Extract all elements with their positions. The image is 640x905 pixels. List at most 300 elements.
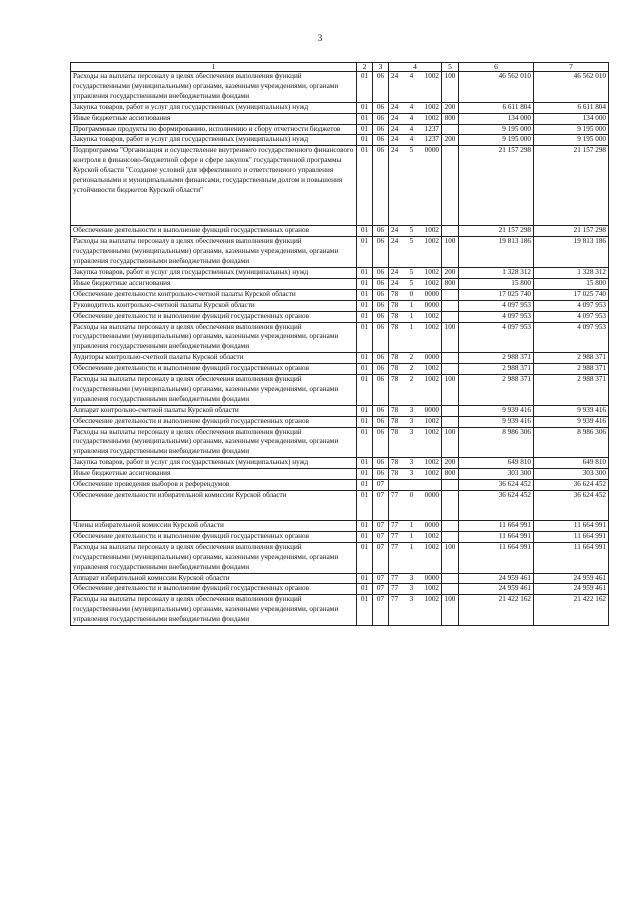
amount-col6: 36 624 452 bbox=[459, 480, 534, 491]
amount-col6: 4 097 953 bbox=[459, 300, 534, 311]
target-item-subprogram: 3 bbox=[409, 405, 414, 414]
expense-type-code bbox=[442, 416, 459, 427]
amount-col7: 4 097 953 bbox=[534, 311, 609, 322]
expense-type-code: 100 bbox=[442, 542, 459, 573]
target-item-code bbox=[389, 469, 442, 480]
amount-col7: 1 328 312 bbox=[534, 267, 609, 278]
subsection-code: 07 bbox=[373, 573, 389, 584]
section-code: 01 bbox=[357, 427, 373, 458]
expense-name: Аппарат контрольно-счетной палаты Курской области bbox=[71, 405, 357, 416]
subsection-code: 06 bbox=[373, 146, 389, 226]
amount-col7: 24 959 461 bbox=[534, 584, 609, 595]
table-row bbox=[71, 113, 609, 124]
amount-col7: 303 300 bbox=[534, 469, 609, 480]
subsection-code: 06 bbox=[373, 72, 389, 103]
section-code: 01 bbox=[357, 480, 373, 491]
amount-col6: 19 813 186 bbox=[459, 237, 534, 268]
target-item-code bbox=[389, 595, 442, 626]
target-item-code bbox=[389, 300, 442, 311]
target-item-subprogram: 1 bbox=[409, 542, 414, 551]
target-item-program: 24 bbox=[391, 237, 399, 246]
amount-col6: 6 611 804 bbox=[459, 102, 534, 113]
target-item-direction: 1002 bbox=[424, 416, 439, 425]
expense-name: Обеспечение деятельности и выполнение функций государственных органов bbox=[71, 311, 357, 322]
target-item-direction: 1002 bbox=[424, 226, 439, 235]
target-item-direction: 1002 bbox=[424, 427, 439, 436]
target-item-direction: 0000 bbox=[424, 300, 439, 309]
subsection-code: 06 bbox=[373, 458, 389, 469]
expense-type-code: 200 bbox=[442, 102, 459, 113]
target-item-code bbox=[389, 102, 442, 113]
target-item-direction: 0000 bbox=[424, 289, 439, 298]
section-code: 01 bbox=[357, 584, 373, 595]
expense-type-code bbox=[442, 311, 459, 322]
table-row bbox=[71, 226, 609, 237]
target-item-program: 78 bbox=[391, 289, 399, 298]
expense-type-code bbox=[442, 491, 459, 521]
table-row bbox=[71, 416, 609, 427]
target-item-subprogram: 1 bbox=[409, 531, 414, 540]
table-row bbox=[71, 300, 609, 311]
subsection-code: 07 bbox=[373, 584, 389, 595]
amount-col7: 46 562 010 bbox=[534, 72, 609, 103]
amount-col6: 11 664 991 bbox=[459, 542, 534, 573]
subsection-code: 06 bbox=[373, 237, 389, 268]
table-row bbox=[71, 480, 609, 491]
target-item-program: 78 bbox=[391, 458, 399, 467]
target-item-direction: 0000 bbox=[424, 521, 439, 529]
target-item-direction: 1002 bbox=[424, 267, 439, 276]
column-header-5: 5 bbox=[442, 63, 459, 72]
amount-col6: 9 195 000 bbox=[459, 124, 534, 135]
expense-name: Обеспечение деятельности и выполнение функций государственных органов bbox=[71, 416, 357, 427]
expense-type-code: 800 bbox=[442, 469, 459, 480]
expense-type-code: 100 bbox=[442, 595, 459, 626]
amount-col6: 36 624 452 bbox=[459, 491, 534, 521]
amount-col6: 21 157 298 bbox=[459, 146, 534, 226]
target-item-code bbox=[389, 375, 442, 406]
expense-name: Аппарат избирательной комиссии Курской области bbox=[71, 573, 357, 584]
target-item-program: 78 bbox=[391, 405, 399, 414]
target-item-code bbox=[389, 521, 442, 532]
table-row bbox=[71, 458, 609, 469]
amount-col6: 21 422 162 bbox=[459, 595, 534, 626]
expense-type-code: 100 bbox=[442, 427, 459, 458]
amount-col7: 24 959 461 bbox=[534, 573, 609, 584]
target-item-program: 78 bbox=[391, 311, 399, 320]
expense-name: Расходы на выплаты персоналу в целях обеспечения выполнения функций государственными (муниципальными) органами, казенными учреждениями, органами управления государственными внебюджетными фондами bbox=[71, 375, 357, 406]
target-item-subprogram: 5 bbox=[409, 278, 414, 287]
amount-col6: 8 986 306 bbox=[459, 427, 534, 458]
target-item-direction: 1002 bbox=[424, 364, 439, 373]
target-item-subprogram: 3 bbox=[409, 573, 414, 582]
target-item-subprogram: 3 bbox=[409, 584, 414, 593]
expense-name: Расходы на выплаты персоналу в целях обеспечения выполнения функций государственными (муниципальными) органами, казенными учреждениями, органами управления государственными внебюджетными фондами bbox=[71, 322, 357, 353]
target-item-program: 77 bbox=[391, 491, 399, 499]
table-row bbox=[71, 278, 609, 289]
target-item-code bbox=[389, 124, 442, 135]
target-item-direction: 0000 bbox=[424, 353, 439, 362]
target-item-direction: 1002 bbox=[424, 311, 439, 320]
target-item-subprogram: 4 bbox=[409, 124, 414, 133]
table-row bbox=[71, 584, 609, 595]
expense-type-code bbox=[442, 405, 459, 416]
target-item-program: 24 bbox=[391, 278, 399, 287]
target-item-subprogram: 0 bbox=[409, 491, 414, 499]
expense-name: Иные бюджетные ассигнования bbox=[71, 278, 357, 289]
subsection-code: 07 bbox=[373, 491, 389, 521]
column-number-row bbox=[71, 63, 609, 72]
expense-type-code: 100 bbox=[442, 237, 459, 268]
target-item-code bbox=[389, 405, 442, 416]
expense-name: Расходы на выплаты персоналу в целях обеспечения выполнения функций государственными (муниципальными) органами, казенными учреждениями, органами управления государственными внебюджетными фондами bbox=[71, 427, 357, 458]
expense-type-code: 800 bbox=[442, 113, 459, 124]
section-code: 01 bbox=[357, 124, 373, 135]
target-item-direction: 0000 bbox=[424, 405, 439, 414]
target-item-subprogram: 3 bbox=[409, 458, 414, 467]
expense-name: Подпрограмма "Организация и осуществление внутреннего государственного финансового контроля в финансово-бюджетной сфере и сфере закупок" государственной программы Курской области "Создание условий для эффективного и ответственного управления региональными и муниципальными финансами, государственным долгом и повышения устойчивости бюджетов Курской области" bbox=[71, 146, 357, 226]
target-item-direction: 1002 bbox=[424, 102, 439, 111]
section-code: 01 bbox=[357, 322, 373, 353]
target-item-program: 24 bbox=[391, 226, 399, 235]
target-item-code bbox=[389, 113, 442, 124]
target-item-direction: 0000 bbox=[424, 146, 439, 155]
expense-name: Закупка товаров, работ и услуг для государственных (муниципальных) нужд bbox=[71, 458, 357, 469]
target-item-subprogram: 1 bbox=[409, 521, 414, 529]
section-code: 01 bbox=[357, 375, 373, 406]
expense-name: Руководитель контрольно-счетной палаты Курской области bbox=[71, 300, 357, 311]
table-row bbox=[71, 124, 609, 135]
subsection-code: 06 bbox=[373, 113, 389, 124]
expense-name: Обеспечение деятельности избирательной комиссии Курской области bbox=[71, 491, 357, 521]
section-code: 01 bbox=[357, 353, 373, 364]
column-header-4: 4 bbox=[389, 63, 442, 72]
subsection-code: 06 bbox=[373, 469, 389, 480]
section-code: 01 bbox=[357, 102, 373, 113]
target-item-subprogram: 5 bbox=[409, 267, 414, 276]
subsection-code: 07 bbox=[373, 595, 389, 626]
target-item-program: 77 bbox=[391, 584, 399, 593]
target-item-program: 24 bbox=[391, 135, 399, 144]
target-item-code bbox=[389, 135, 442, 146]
table-row bbox=[71, 102, 609, 113]
table-row bbox=[71, 427, 609, 458]
table-body bbox=[71, 72, 609, 626]
amount-col7: 21 157 298 bbox=[534, 226, 609, 237]
target-item-subprogram: 4 bbox=[409, 113, 414, 122]
target-item-program: 78 bbox=[391, 375, 399, 384]
target-item-subprogram: 1 bbox=[409, 300, 414, 309]
section-code: 01 bbox=[357, 237, 373, 268]
section-code: 01 bbox=[357, 469, 373, 480]
amount-col7: 2 988 371 bbox=[534, 364, 609, 375]
target-item-code bbox=[389, 573, 442, 584]
target-item-subprogram: 2 bbox=[409, 364, 414, 373]
amount-col6: 24 959 461 bbox=[459, 573, 534, 584]
target-item-code bbox=[389, 480, 442, 491]
expense-type-code bbox=[442, 480, 459, 491]
target-item-code bbox=[389, 322, 442, 353]
target-item-code bbox=[389, 458, 442, 469]
target-item-code bbox=[389, 226, 442, 237]
target-item-program: 24 bbox=[391, 267, 399, 276]
target-item-direction: 1002 bbox=[424, 458, 439, 467]
section-code: 01 bbox=[357, 405, 373, 416]
target-item-direction: 1002 bbox=[424, 237, 439, 246]
expense-type-code: 100 bbox=[442, 375, 459, 406]
expense-name: Расходы на выплаты персоналу в целях обеспечения выполнения функций государственными (муниципальными) органами, казенными учреждениями, органами управления государственными внебюджетными фондами bbox=[71, 237, 357, 268]
target-item-program: 24 bbox=[391, 113, 399, 122]
target-item-subprogram: 4 bbox=[409, 102, 414, 111]
amount-col7: 15 800 bbox=[534, 278, 609, 289]
expense-name: Иные бюджетные ассигнования bbox=[71, 469, 357, 480]
subsection-code: 06 bbox=[373, 300, 389, 311]
target-item-program: 78 bbox=[391, 353, 399, 362]
section-code: 01 bbox=[357, 311, 373, 322]
target-item-direction: 1002 bbox=[424, 542, 439, 551]
expense-name: Обеспечение деятельности и выполнение функций государственных органов bbox=[71, 364, 357, 375]
target-item-subprogram: 3 bbox=[409, 469, 414, 478]
expense-type-code: 100 bbox=[442, 322, 459, 353]
amount-col7: 8 986 306 bbox=[534, 427, 609, 458]
target-item-program: 78 bbox=[391, 469, 399, 478]
target-item-direction: 0000 bbox=[424, 491, 439, 499]
target-item-subprogram: 2 bbox=[409, 353, 414, 362]
expense-type-code: 800 bbox=[442, 278, 459, 289]
section-code: 01 bbox=[357, 113, 373, 124]
section-code: 01 bbox=[357, 364, 373, 375]
section-code: 01 bbox=[357, 531, 373, 542]
target-item-program: 77 bbox=[391, 573, 399, 582]
section-code: 01 bbox=[357, 226, 373, 237]
table-row bbox=[71, 322, 609, 353]
amount-col7: 36 624 452 bbox=[534, 480, 609, 491]
table-row bbox=[71, 146, 609, 226]
target-item-code bbox=[389, 353, 442, 364]
subsection-code: 06 bbox=[373, 353, 389, 364]
expense-name: Программные продукты по формированию, исполнению и сбору отчетности бюджетов bbox=[71, 124, 357, 135]
section-code: 01 bbox=[357, 573, 373, 584]
expense-name: Аудиторы контрольно-счетной палаты Курской области bbox=[71, 353, 357, 364]
amount-col6: 649 810 bbox=[459, 458, 534, 469]
amount-col6: 303 300 bbox=[459, 469, 534, 480]
target-item-subprogram: 3 bbox=[409, 595, 414, 604]
target-item-subprogram: 5 bbox=[409, 237, 414, 246]
amount-col7: 4 097 953 bbox=[534, 300, 609, 311]
column-header-7: 7 bbox=[534, 63, 609, 72]
target-item-code bbox=[389, 72, 442, 103]
expense-name: Закупка товаров, работ и услуг для государственных (муниципальных) нужд bbox=[71, 102, 357, 113]
amount-col7: 11 664 991 bbox=[534, 521, 609, 532]
amount-col6: 21 157 298 bbox=[459, 226, 534, 237]
expense-type-code: 200 bbox=[442, 135, 459, 146]
table-row bbox=[71, 405, 609, 416]
target-item-program: 77 bbox=[391, 531, 399, 540]
target-item-subprogram: 1 bbox=[409, 322, 414, 331]
target-item-code bbox=[389, 289, 442, 300]
amount-col7: 2 988 371 bbox=[534, 353, 609, 364]
table-row bbox=[71, 375, 609, 406]
target-item-code bbox=[389, 278, 442, 289]
expense-name: Расходы на выплаты персоналу в целях обеспечения выполнения функций государственными (муниципальными) органами, казенными учреждениями, органами управления государственными внебюджетными фондами bbox=[71, 595, 357, 626]
target-item-code bbox=[389, 311, 442, 322]
amount-col6: 9 939 416 bbox=[459, 405, 534, 416]
target-item-subprogram: 3 bbox=[409, 416, 414, 425]
amount-col7: 11 664 991 bbox=[534, 542, 609, 573]
expense-type-code bbox=[442, 353, 459, 364]
expense-name: Обеспечение проведения выборов и референдумов bbox=[71, 480, 357, 491]
target-item-direction: 1002 bbox=[424, 595, 439, 604]
subsection-code: 06 bbox=[373, 135, 389, 146]
amount-col7: 2 988 371 bbox=[534, 375, 609, 406]
table-row bbox=[71, 542, 609, 573]
amount-col7: 11 664 991 bbox=[534, 531, 609, 542]
target-item-program: 78 bbox=[391, 300, 399, 309]
target-item-direction: 1002 bbox=[424, 322, 439, 331]
subsection-code: 06 bbox=[373, 289, 389, 300]
amount-col6: 24 959 461 bbox=[459, 584, 534, 595]
expense-name: Обеспечение деятельности и выполнение функций государственных органов bbox=[71, 226, 357, 237]
section-code: 01 bbox=[357, 521, 373, 532]
expense-type-code bbox=[442, 146, 459, 226]
target-item-code bbox=[389, 542, 442, 573]
amount-col6: 11 664 991 bbox=[459, 531, 534, 542]
amount-col6: 9 939 416 bbox=[459, 416, 534, 427]
amount-col6: 11 664 991 bbox=[459, 521, 534, 532]
target-item-code bbox=[389, 267, 442, 278]
target-item-program: 24 bbox=[391, 146, 399, 155]
target-item-direction: 1237 bbox=[424, 124, 439, 133]
target-item-code bbox=[389, 491, 442, 521]
target-item-code bbox=[389, 427, 442, 458]
amount-col7: 36 624 452 bbox=[534, 491, 609, 521]
subsection-code: 06 bbox=[373, 416, 389, 427]
target-item-subprogram: 3 bbox=[409, 427, 414, 436]
table-row bbox=[71, 573, 609, 584]
expense-type-code bbox=[442, 124, 459, 135]
subsection-code: 06 bbox=[373, 364, 389, 375]
subsection-code: 07 bbox=[373, 521, 389, 532]
subsection-code: 07 bbox=[373, 542, 389, 573]
amount-col7: 9 939 416 bbox=[534, 416, 609, 427]
expense-type-code: 100 bbox=[442, 72, 459, 103]
target-item-subprogram: 4 bbox=[409, 135, 414, 144]
expense-name: Члены избирательной комиссии Курской области bbox=[71, 521, 357, 532]
expense-type-code bbox=[442, 289, 459, 300]
expense-name: Расходы на выплаты персоналу в целях обеспечения выполнения функций государственными (муниципальными) органами, казенными учреждениями, органами управления государственными внебюджетными фондами bbox=[71, 72, 357, 103]
target-item-program: 77 bbox=[391, 542, 399, 551]
expense-name: Закупка товаров, работ и услуг для государственных (муниципальных) нужд bbox=[71, 135, 357, 146]
table-row bbox=[71, 521, 609, 532]
table-row bbox=[71, 267, 609, 278]
amount-col6: 4 097 953 bbox=[459, 322, 534, 353]
expense-name: Закупка товаров, работ и услуг для государственных (муниципальных) нужд bbox=[71, 267, 357, 278]
target-item-program: 78 bbox=[391, 364, 399, 373]
target-item-subprogram: 5 bbox=[409, 226, 414, 235]
target-item-subprogram: 1 bbox=[409, 311, 414, 320]
section-code: 01 bbox=[357, 267, 373, 278]
table-row bbox=[71, 491, 609, 521]
target-item-code bbox=[389, 584, 442, 595]
amount-col7: 9 195 000 bbox=[534, 124, 609, 135]
subsection-code: 06 bbox=[373, 124, 389, 135]
target-item-subprogram: 0 bbox=[409, 289, 414, 298]
subsection-code: 07 bbox=[373, 480, 389, 491]
column-header-1: 1 bbox=[71, 63, 357, 72]
section-code: 01 bbox=[357, 595, 373, 626]
amount-col7: 649 810 bbox=[534, 458, 609, 469]
amount-col6: 134 000 bbox=[459, 113, 534, 124]
section-code: 01 bbox=[357, 542, 373, 573]
section-code: 01 bbox=[357, 278, 373, 289]
subsection-code: 06 bbox=[373, 102, 389, 113]
section-code: 01 bbox=[357, 72, 373, 103]
amount-col6: 4 097 953 bbox=[459, 311, 534, 322]
target-item-direction: 1002 bbox=[424, 72, 439, 80]
subsection-code: 07 bbox=[373, 531, 389, 542]
amount-col6: 46 562 010 bbox=[459, 72, 534, 103]
expense-type-code bbox=[442, 364, 459, 375]
column-header-2: 2 bbox=[357, 63, 373, 72]
amount-col6: 1 328 312 bbox=[459, 267, 534, 278]
expense-type-code bbox=[442, 300, 459, 311]
target-item-code bbox=[389, 146, 442, 226]
section-code: 01 bbox=[357, 458, 373, 469]
amount-col6: 2 988 371 bbox=[459, 364, 534, 375]
amount-col7: 9 939 416 bbox=[534, 405, 609, 416]
subsection-code: 06 bbox=[373, 375, 389, 406]
subsection-code: 06 bbox=[373, 311, 389, 322]
target-item-program: 78 bbox=[391, 427, 399, 436]
target-item-program: 77 bbox=[391, 595, 399, 604]
column-header-6: 6 bbox=[459, 63, 534, 72]
amount-col6: 2 988 371 bbox=[459, 375, 534, 406]
subsection-code: 06 bbox=[373, 322, 389, 353]
section-code: 01 bbox=[357, 491, 373, 521]
amount-col6: 15 800 bbox=[459, 278, 534, 289]
expense-name: Обеспечение деятельности контрольно-счетной палаты Курской области bbox=[71, 289, 357, 300]
target-item-code bbox=[389, 416, 442, 427]
target-item-subprogram: 5 bbox=[409, 146, 414, 155]
target-item-code bbox=[389, 364, 442, 375]
amount-col7: 17 025 740 bbox=[534, 289, 609, 300]
amount-col7: 4 097 953 bbox=[534, 322, 609, 353]
expense-type-code bbox=[442, 226, 459, 237]
target-item-program: 78 bbox=[391, 322, 399, 331]
target-item-direction: 1002 bbox=[424, 113, 439, 122]
target-item-subprogram: 4 bbox=[409, 72, 414, 80]
section-code: 01 bbox=[357, 300, 373, 311]
expense-type-code bbox=[442, 584, 459, 595]
table-row bbox=[71, 353, 609, 364]
amount-col7: 21 422 162 bbox=[534, 595, 609, 626]
target-item-direction: 1002 bbox=[424, 469, 439, 478]
table-row bbox=[71, 289, 609, 300]
expense-type-code bbox=[442, 531, 459, 542]
target-item-direction: 1237 bbox=[424, 135, 439, 144]
target-item-program: 77 bbox=[391, 521, 399, 529]
amount-col6: 2 988 371 bbox=[459, 353, 534, 364]
amount-col7: 21 157 298 bbox=[534, 146, 609, 226]
table-row bbox=[71, 469, 609, 480]
budget-table bbox=[70, 62, 609, 626]
target-item-direction: 1002 bbox=[424, 584, 439, 593]
target-item-program: 24 bbox=[391, 72, 399, 80]
page-number: 3 bbox=[317, 33, 323, 43]
subsection-code: 06 bbox=[373, 267, 389, 278]
table-row bbox=[71, 135, 609, 146]
expense-name: Обеспечение деятельности и выполнение функций государственных органов bbox=[71, 531, 357, 542]
